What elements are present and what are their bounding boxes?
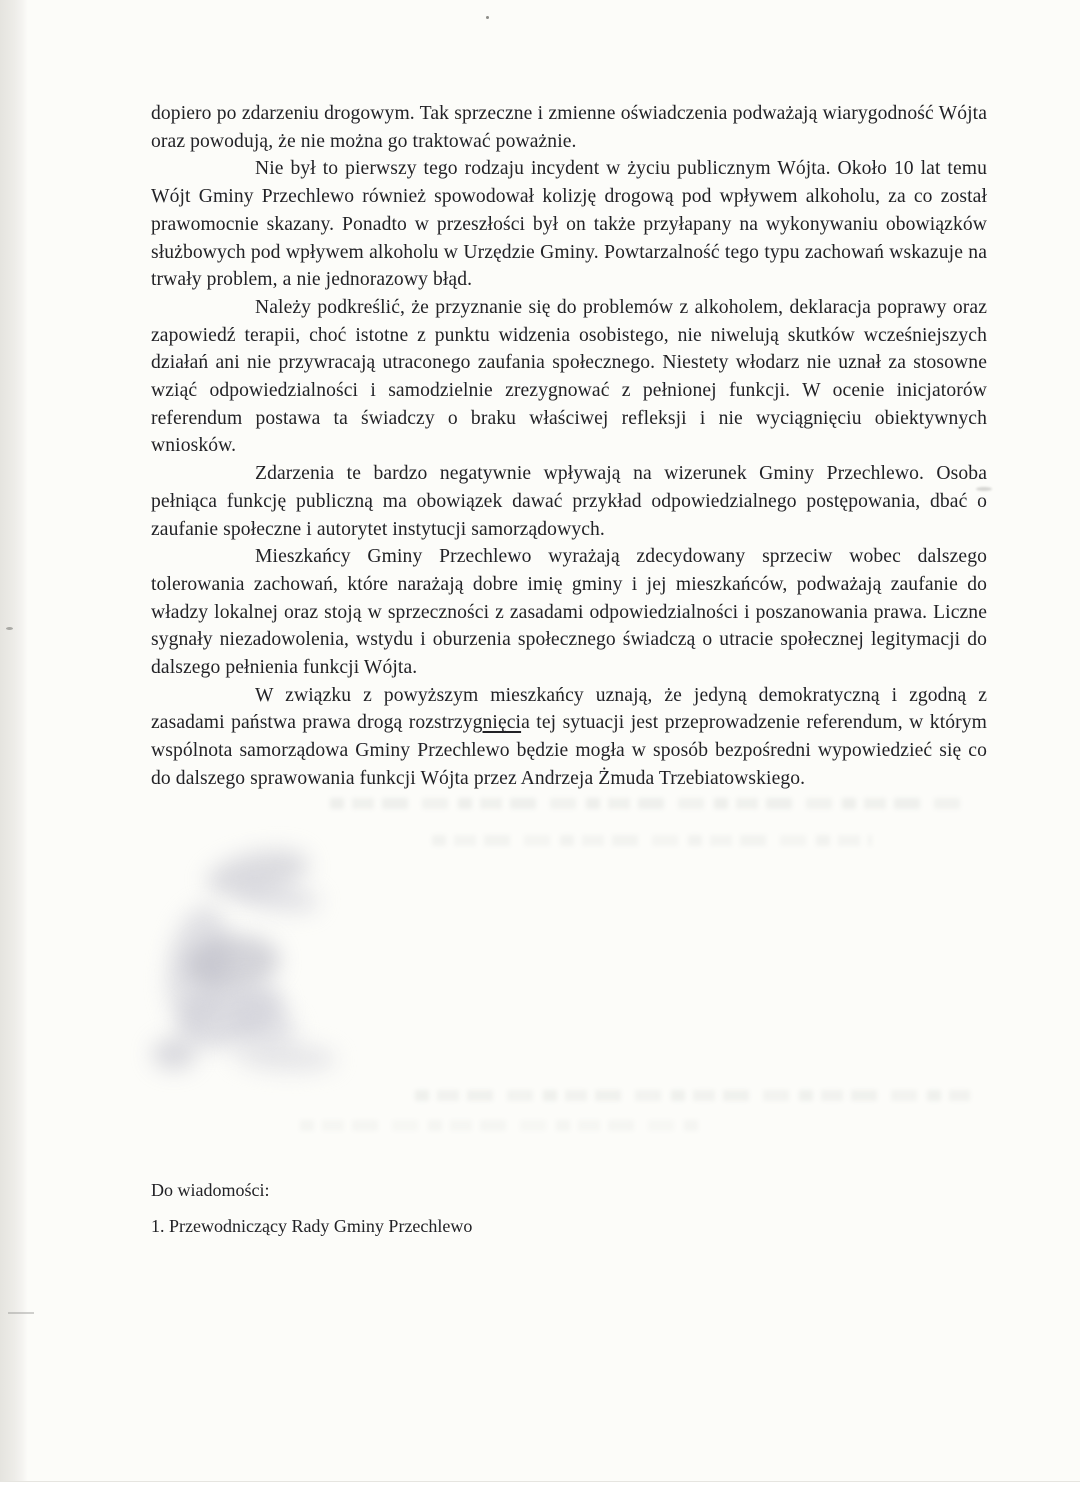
footer-item: 1. Przewodniczący Rady Gminy Przechlewo [151,1216,473,1236]
signature-blur-shape [152,1038,196,1070]
bleed-through-text-line [330,798,960,809]
signature-blur-shape [230,876,321,918]
paragraph-segment: W związku z powyższym mieszkańcy uznają, że jedyną demokratyczną i zgodną z zasadami państwa prawa drogą rozstrzyg [151,684,987,734]
body-paragraph: Zdarzenia te bardzo negatywnie wpływają na wizerunek Gminy Przechlewo. Osoba pełniąca funkcję publiczną ma obowiązek dawać przykład odpowiedzialnego postępowania, dbać o zaufanie społeczne i autorytet instytucji samorządowych. [151,463,987,540]
bleed-through-text-line [432,835,872,846]
scan-speck [976,487,992,491]
scan-speck [6,627,13,630]
scan-speck [486,16,489,19]
body-paragraph [151,682,987,793]
signature-blur-shape [231,1039,337,1074]
paragraph-segment: a tej sytuacji jest przeprowadzenie referendum, w którym wspólnota samorządowa Gminy Przechlewo będzie mogła w sposób bezpośredni wypowiedzieć się co do dalszego sprawowania funkcji Wójta przez Andrzeja Żmuda Trzebiatowskiego. [151,712,987,789]
body-paragraph: Mieszkańcy Gminy Przechlewo wyrażają zdecydowany sprzeciw wobec dalszego tolerowania zachowań, które narażają dobre imię gminy i jej mieszkańców, podważają zaufanie do władzy lokalnej oraz stoją w sprzeczności z zasadami odpowiedzialności i poszanowania prawa. Liczne sygnały niezadowolenia, wstydu i oburzenia społecznego świadczą o utracie społecznej legitymacji do dalszego pełnienia funkcji Wójta. [151,546,987,679]
underlined-text: nięci [482,712,522,734]
body-paragraph: Nie był to pierwszy tego rodzaju incydent w życiu publicznym Wójta. Około 10 lat temu Wójt Gminy Przechlewo również spowodował kolizję drogową pod wpływem alkoholu, za co został prawomocnie skazany. Ponadto w przeszłości był on także przyłapany na wykonywaniu obowiązków służbowych pod wpływem alkoholu w Urzędzie Gminy. Powtarzalność tego typu zachowań wskazuje na trwały problem, a nie jednorazowy błąd. [151,158,987,291]
bleed-through-text-line [300,1120,700,1131]
scanner-edge-shadow [0,0,28,1481]
body-paragraph: Należy podkreślić, że przyznanie się do problemów z alkoholem, deklaracja poprawy oraz zapowiedź terapii, choć istotne z punktu widzenia osobistego, nie niwelują skutków wcześniejszych działań ani nie przywracają utraconego zaufania społecznego. Niestety włodarz nie uznał za stosowne wziąć odpowiedzialności i samodzielnie zrezygnować z pełnionej funkcji. W ocenie inicjatorów referendum postawa ta świadczy o braku właściwej refleksji i nie wyciągnięciu obiektywnych wniosków. [151,296,987,457]
body-paragraph: dopiero po zdarzeniu drogowym. Tak sprzeczne i zmienne oświadczenia podważają wiarygodność Wójta oraz powodują, że nie można go traktować poważnie. [151,103,987,152]
footer-heading: Do wiadomości: [151,1180,270,1200]
scan-speck [8,1312,34,1314]
letter-body [151,100,987,793]
bleed-through-text-line [415,1090,970,1101]
